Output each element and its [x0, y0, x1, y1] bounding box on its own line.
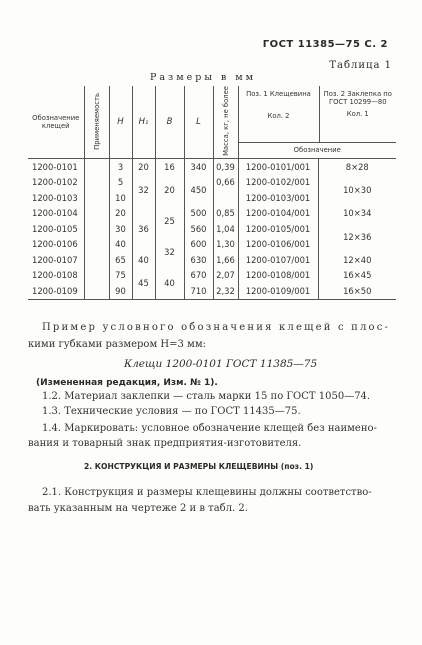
cell-part: 1200-0101/001	[238, 159, 318, 175]
cell-mass: 0,66	[213, 175, 238, 191]
table-row	[28, 283, 396, 299]
cell-rivet: 8×28	[318, 159, 396, 175]
table-row	[28, 175, 396, 191]
cell-h1: 36	[132, 206, 155, 253]
paragraph-2-1b: вать указанным на чертеже 2 и в табл. 2.	[28, 503, 248, 514]
col-b: B	[155, 86, 184, 159]
cell-mass: 2,07	[213, 268, 238, 284]
cell-l: 600	[184, 237, 213, 253]
paragraph-1-2: 1.2. Материал заклепки — сталь марки 15 по ГОСТ 1050—74.	[42, 391, 371, 402]
cell-applicability	[84, 268, 109, 284]
cell-b: 16	[155, 159, 184, 175]
cell-mass: 1,30	[213, 237, 238, 253]
cell-b: 40	[155, 268, 184, 300]
cell-b: 20	[155, 175, 184, 206]
cell-applicability	[84, 159, 109, 175]
cell-h1: 40	[132, 252, 155, 268]
cell-rivet: 10×34	[318, 206, 396, 222]
paragraph-1-3: 1.3. Технические условия — по ГОСТ 11435—75.	[42, 406, 301, 417]
col-h: H	[109, 86, 132, 159]
cell-h: 3	[109, 159, 132, 175]
cell-applicability	[84, 237, 109, 253]
cell-l: 560	[184, 221, 213, 237]
cell-l: 710	[184, 283, 213, 299]
cell-h1: 20	[132, 159, 155, 175]
cell-b: 25	[155, 206, 184, 237]
cell-designation: 1200-0106	[32, 239, 78, 250]
col-designation-sub: Обозначение	[239, 142, 397, 158]
cell-rivet: 12×40	[318, 252, 396, 268]
table-row	[28, 268, 396, 284]
col-l: L	[184, 86, 213, 159]
cell-mass: 0,85	[213, 206, 238, 222]
example-line-1: Пример условного обозначения клещей с плос-	[42, 322, 391, 333]
cell-designation: 1200-0102	[32, 177, 78, 188]
col-applicability: Применяемость	[84, 86, 109, 159]
paragraph-1-4a: 1.4. Маркировать: условное обозначение клещей без наимено-	[42, 423, 377, 434]
cell-part: 1200-0107/001	[238, 252, 318, 268]
cell-part: 1200-0103/001	[238, 190, 318, 206]
paragraph-1-4b: вания и товарный знак предприятия-изготовителя.	[28, 438, 302, 449]
cell-designation: 1200-0109	[32, 285, 78, 296]
cell-l: 340	[184, 159, 213, 175]
col-parts	[238, 86, 396, 159]
cell-mass: 1,04	[213, 221, 238, 237]
table-row	[28, 252, 396, 268]
cell-part: 1200-0104/001	[238, 206, 318, 222]
cell-part: 1200-0102/001	[238, 175, 318, 191]
cell-mass: 1,66	[213, 252, 238, 268]
cell-l: 630	[184, 252, 213, 268]
cell-applicability	[84, 190, 109, 206]
cell-h: 75	[109, 268, 132, 284]
cell-designation: 1200-0103	[32, 192, 78, 203]
cell-h: 5	[109, 175, 132, 191]
cell-mass: 0,39	[213, 159, 238, 175]
cell-h: 20	[109, 206, 132, 222]
dimensions-caption: Размеры в мм	[150, 72, 257, 83]
cell-h: 90	[109, 283, 132, 299]
cell-l: 500	[184, 206, 213, 222]
cell-part: 1200-0105/001	[238, 221, 318, 237]
table-row	[28, 221, 396, 237]
table-caption: Таблица 1	[329, 60, 392, 71]
cell-designation: 1200-0101	[32, 161, 78, 172]
col-h1: H₁	[132, 86, 155, 159]
cell-rivet: 16×50	[318, 283, 396, 299]
example-designation: Клещи 1200-0101 ГОСТ 11385—75	[124, 358, 318, 370]
cell-h: 40	[109, 237, 132, 253]
cell-rivet: 12×36	[318, 221, 396, 252]
cell-h1: 45	[132, 268, 155, 300]
cell-part: 1200-0108/001	[238, 268, 318, 284]
section-2-heading: 2. КОНСТРУКЦИЯ И РАЗМЕРЫ КЛЕЩЕВИНЫ (поз. 1)	[84, 462, 314, 471]
cell-designation: 1200-0108	[32, 270, 78, 281]
cell-applicability	[84, 175, 109, 191]
cell-mass	[213, 190, 238, 206]
page-header: ГОСТ 11385—75 С. 2	[262, 39, 388, 50]
cell-applicability	[84, 206, 109, 222]
table-row	[28, 206, 396, 222]
cell-applicability	[84, 283, 109, 299]
col-rivet: Поз. 1 Клещевина Кол. 2	[246, 90, 311, 120]
cell-part: 1200-0106/001	[238, 237, 318, 253]
cell-mass: 2,32	[213, 283, 238, 299]
cell-b: 32	[155, 237, 184, 268]
cell-rivet: 16×45	[318, 268, 396, 284]
cell-part: 1200-0109/001	[238, 283, 318, 299]
cell-h: 10	[109, 190, 132, 206]
cell-h: 65	[109, 252, 132, 268]
cell-applicability	[84, 252, 109, 268]
cell-designation: 1200-0105	[32, 223, 78, 234]
cell-rivet: 10×30	[318, 175, 396, 206]
cell-designation: 1200-0104	[32, 208, 78, 219]
col-plug: Поз. 2 Заклепка по ГОСТ 10299—80 Кол. 1	[319, 86, 397, 142]
cell-h1: 32	[132, 175, 155, 206]
table-row	[28, 159, 396, 175]
paragraph-2-1a: 2.1. Конструкция и размеры клещевины должны соответство-	[42, 487, 372, 498]
cell-h: 30	[109, 221, 132, 237]
cell-l: 450	[184, 175, 213, 206]
cell-designation: 1200-0107	[32, 254, 78, 265]
cell-l: 670	[184, 268, 213, 284]
cell-applicability	[84, 221, 109, 237]
col-mass: Масса, кг, не более	[213, 86, 238, 159]
change-note: (Измененная редакция, Изм. № 1).	[36, 378, 218, 388]
col-designation: Обозначение клещей	[28, 86, 84, 159]
data-table	[28, 86, 396, 300]
example-line-2: кими губками размером H=3 мм:	[28, 339, 206, 350]
